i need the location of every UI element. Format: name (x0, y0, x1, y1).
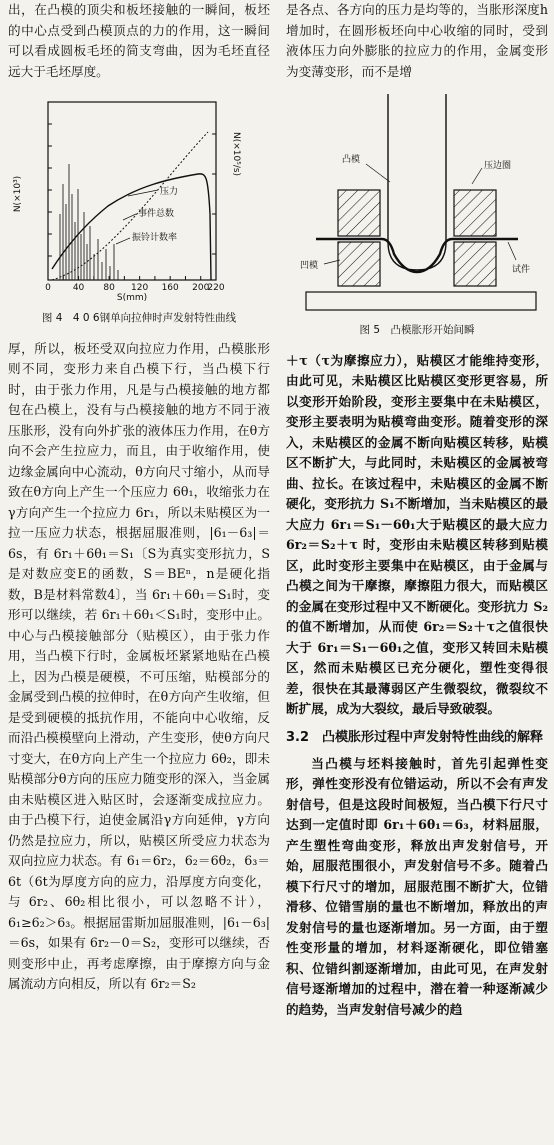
die-left (338, 242, 380, 286)
section-heading: 3.2 凸模胀形过程中声发射特性曲线的解释 (286, 729, 544, 745)
left-body-paragraph: 厚，所以，板坯受双向拉应力作用，凸模胀形则不同，变形力来自凸模下行，当凸模下行时，由于张力作用，凡是与凸模接触的地方都包在凸模上，没有与凸模接触的地方不同于液压胀形，没有向外扩张的液体压力作用，在θ方向不会产生拉应力，而且，由于收缩作用，使边缘金属向中心流动，θ方向尺寸缩小，从而导致在θ方向上产生一个压应力 6θ₁，收缩张力在γ方向产生一个拉应力 6r₁，所以未贴模区为一拉一压应力状态，根据屈服准则，|6₁－6₃|＝6s，有 6r₁＋6θ₁＝S₁〔S为真实变形抗力，S是对数应变E的函数，S＝BEⁿ，n是硬化指数，B是材料常数4〕，当 6r₁＋6θ₁＝S₁时，变形可以继续，若 6r₁＋6θ₁＜S₁时，变形中止。中心与凸模接触部分（贴模区），由于张力作用，当凸模下行时，金属板坯紧紧地贴在凸模上，因为凸模是硬模，不可压缩，贴模部分的金属受到凸模的拉伸时，在θ方向产生收缩，但是受到硬模的抵抗作用，不能向中心收缩，反而沿凸模模壁向上滑动，产生变形，使θ方向尺寸变大，在θ方向上产生一个拉应力 6θ₂，即未贴模部分θ方向的压应力随变形的深入，当金属由未贴模区进入贴区时，会逐渐变成拉应力。由于凸模下行，迫使金属沿γ方向延伸，γ方向仍然是拉应力，所以，贴模区所受应力状态为双向拉应力状态。有 6₁＝6r₂，6₂＝6θ₂，6₃＝6t（6t为厚度方向的应力，沿厚度方向变化，与 6r₂、6θ₂相比很小，可以忽略不计），6₁≥6₂＞6₃。根据屈雷斯加屈服准则，|6₁－6₃|＝6s，如果有 6r₂－0＝S₂，变形可以继续，否则变形中止，再考虑摩擦，由于摩擦方向与金属流动方向相反，所以有 6r₂＝S₂ (8, 340, 270, 991)
plot-frame (48, 102, 216, 280)
die-right (454, 242, 496, 286)
right-paragraph-b: 当凸模与坯料接触时，首先引起弹性变形，弹性变形没有位错运动，所以不会有声发射信号，但是这段时间极短，当凸模下行尺寸达到一定值时即 6r₁＋6θ₁＝6₃，材料屈服，产生塑性弯曲变形，释放出声发射信号，开始，屈服范围很小，声发射信号不多。随着凸模下行尺寸的增加，屈服范围不断扩大，位错滑移、位错雪崩的量也不断增加，释放出的声发射信号的量也逐渐增加。另一方面，由于塑性变形量的增加，材料逐渐硬化，即位错塞积、位错纠割逐渐增加，由此可见，在声发射信号逐渐增加的过程中，潜在着一种逐渐减少的趋势，当声发射信号减少的趋 (286, 755, 548, 1017)
base-frame (306, 292, 536, 310)
right-column (286, 0, 548, 1020)
x-tick-label: 0 (45, 283, 51, 293)
figure-4 (8, 94, 270, 329)
figure-5 (286, 92, 548, 341)
blank-holder-right (454, 190, 496, 236)
figure-4-caption: 图 4 4 0 6钢单向拉伸时声发射特性曲线 (41, 312, 237, 324)
annotation-pressure: 压力 (160, 187, 179, 197)
label-die: 凹模 (300, 261, 319, 271)
right-paragraph-a: ＋τ（τ为摩擦应力），贴模区才能维持变形，由此可见，未贴模区比贴模区变形更容易，所以变形开始阶段，变形主要集中在未贴模区，变形主要表明为贴模弯曲变形。随着变形的深入，未贴模区的金属不断向贴模区转移，贴模区不断扩大，与此同时，未贴模区的金属被弯曲、拉长。在该过程中，未贴模区的金属不断硬化，变形抗力 S₁不断增加，当未贴模区的最大应力 6r₁＝S₁－6θ₁大于贴模区的最大应力 6r₂＝S₂＋τ 时，变形由未贴模区转移到贴模区，此时变形主要集中在贴模区，由于金属与凸模之间为干摩擦，摩擦阻力很大，而贴模区的金属在变形过程中又不断硬化。变形抗力 S₂的值不断增加，从而使 6r₂＝S₂＋τ之值很快大于 6r₁＝S₁－6θ₁之值，变形又转回未贴模区，然而未贴模区已充分硬化，塑性变得很差，很快在其最薄弱区产生微裂纹，微裂纹不断扩展，成为大裂纹，最后导致破裂。 (286, 352, 548, 716)
pressure-curve (52, 174, 211, 280)
annotation-ring-rate: 振铃计数率 (132, 233, 178, 243)
label-specimen: 试件 (512, 265, 531, 275)
x-tick-label: 200 (192, 283, 210, 293)
x-tick-label: 220 (207, 283, 225, 293)
x-label: S(mm) (116, 293, 148, 302)
left-top-paragraph: 出，在凸模的顶尖和板坯接触的一瞬间，板坯的中心点受到凸模顶点的力的作用，这一瞬间可以看成圆板毛坯的简支弯曲，因为毛坯直径远大于毛坯厚度。 (8, 2, 270, 79)
x-tick-label: 120 (131, 283, 149, 293)
figure-5-diagram (286, 92, 548, 314)
label-blank-holder: 压边圈 (484, 161, 512, 171)
x-tick-label: 40 (72, 283, 85, 293)
x-tick-label: 80 (103, 283, 115, 293)
blank-holder-left (338, 190, 380, 236)
y-left-label: N(×10³) (13, 175, 23, 213)
right-top-paragraph: 是各点、各方向的压力是均等的，当胀形深度h增加时，在圆形板坯向中心收缩的同时，受到液体压力向外膨胀的拉应力的作用，金属变形为变薄变形，而不是增 (286, 2, 548, 79)
left-column (8, 0, 270, 995)
figure-4-plot (8, 94, 270, 302)
y-right-label: N(×10⁵/s) (231, 131, 241, 177)
figure-5-caption: 图 5 凸模胀形开始间瞬 (359, 324, 475, 336)
x-tick-label: 160 (161, 283, 179, 293)
punch-shape (388, 94, 446, 270)
annotation-event-total: 事件总数 (138, 209, 175, 219)
label-punch: 凸模 (342, 155, 361, 165)
